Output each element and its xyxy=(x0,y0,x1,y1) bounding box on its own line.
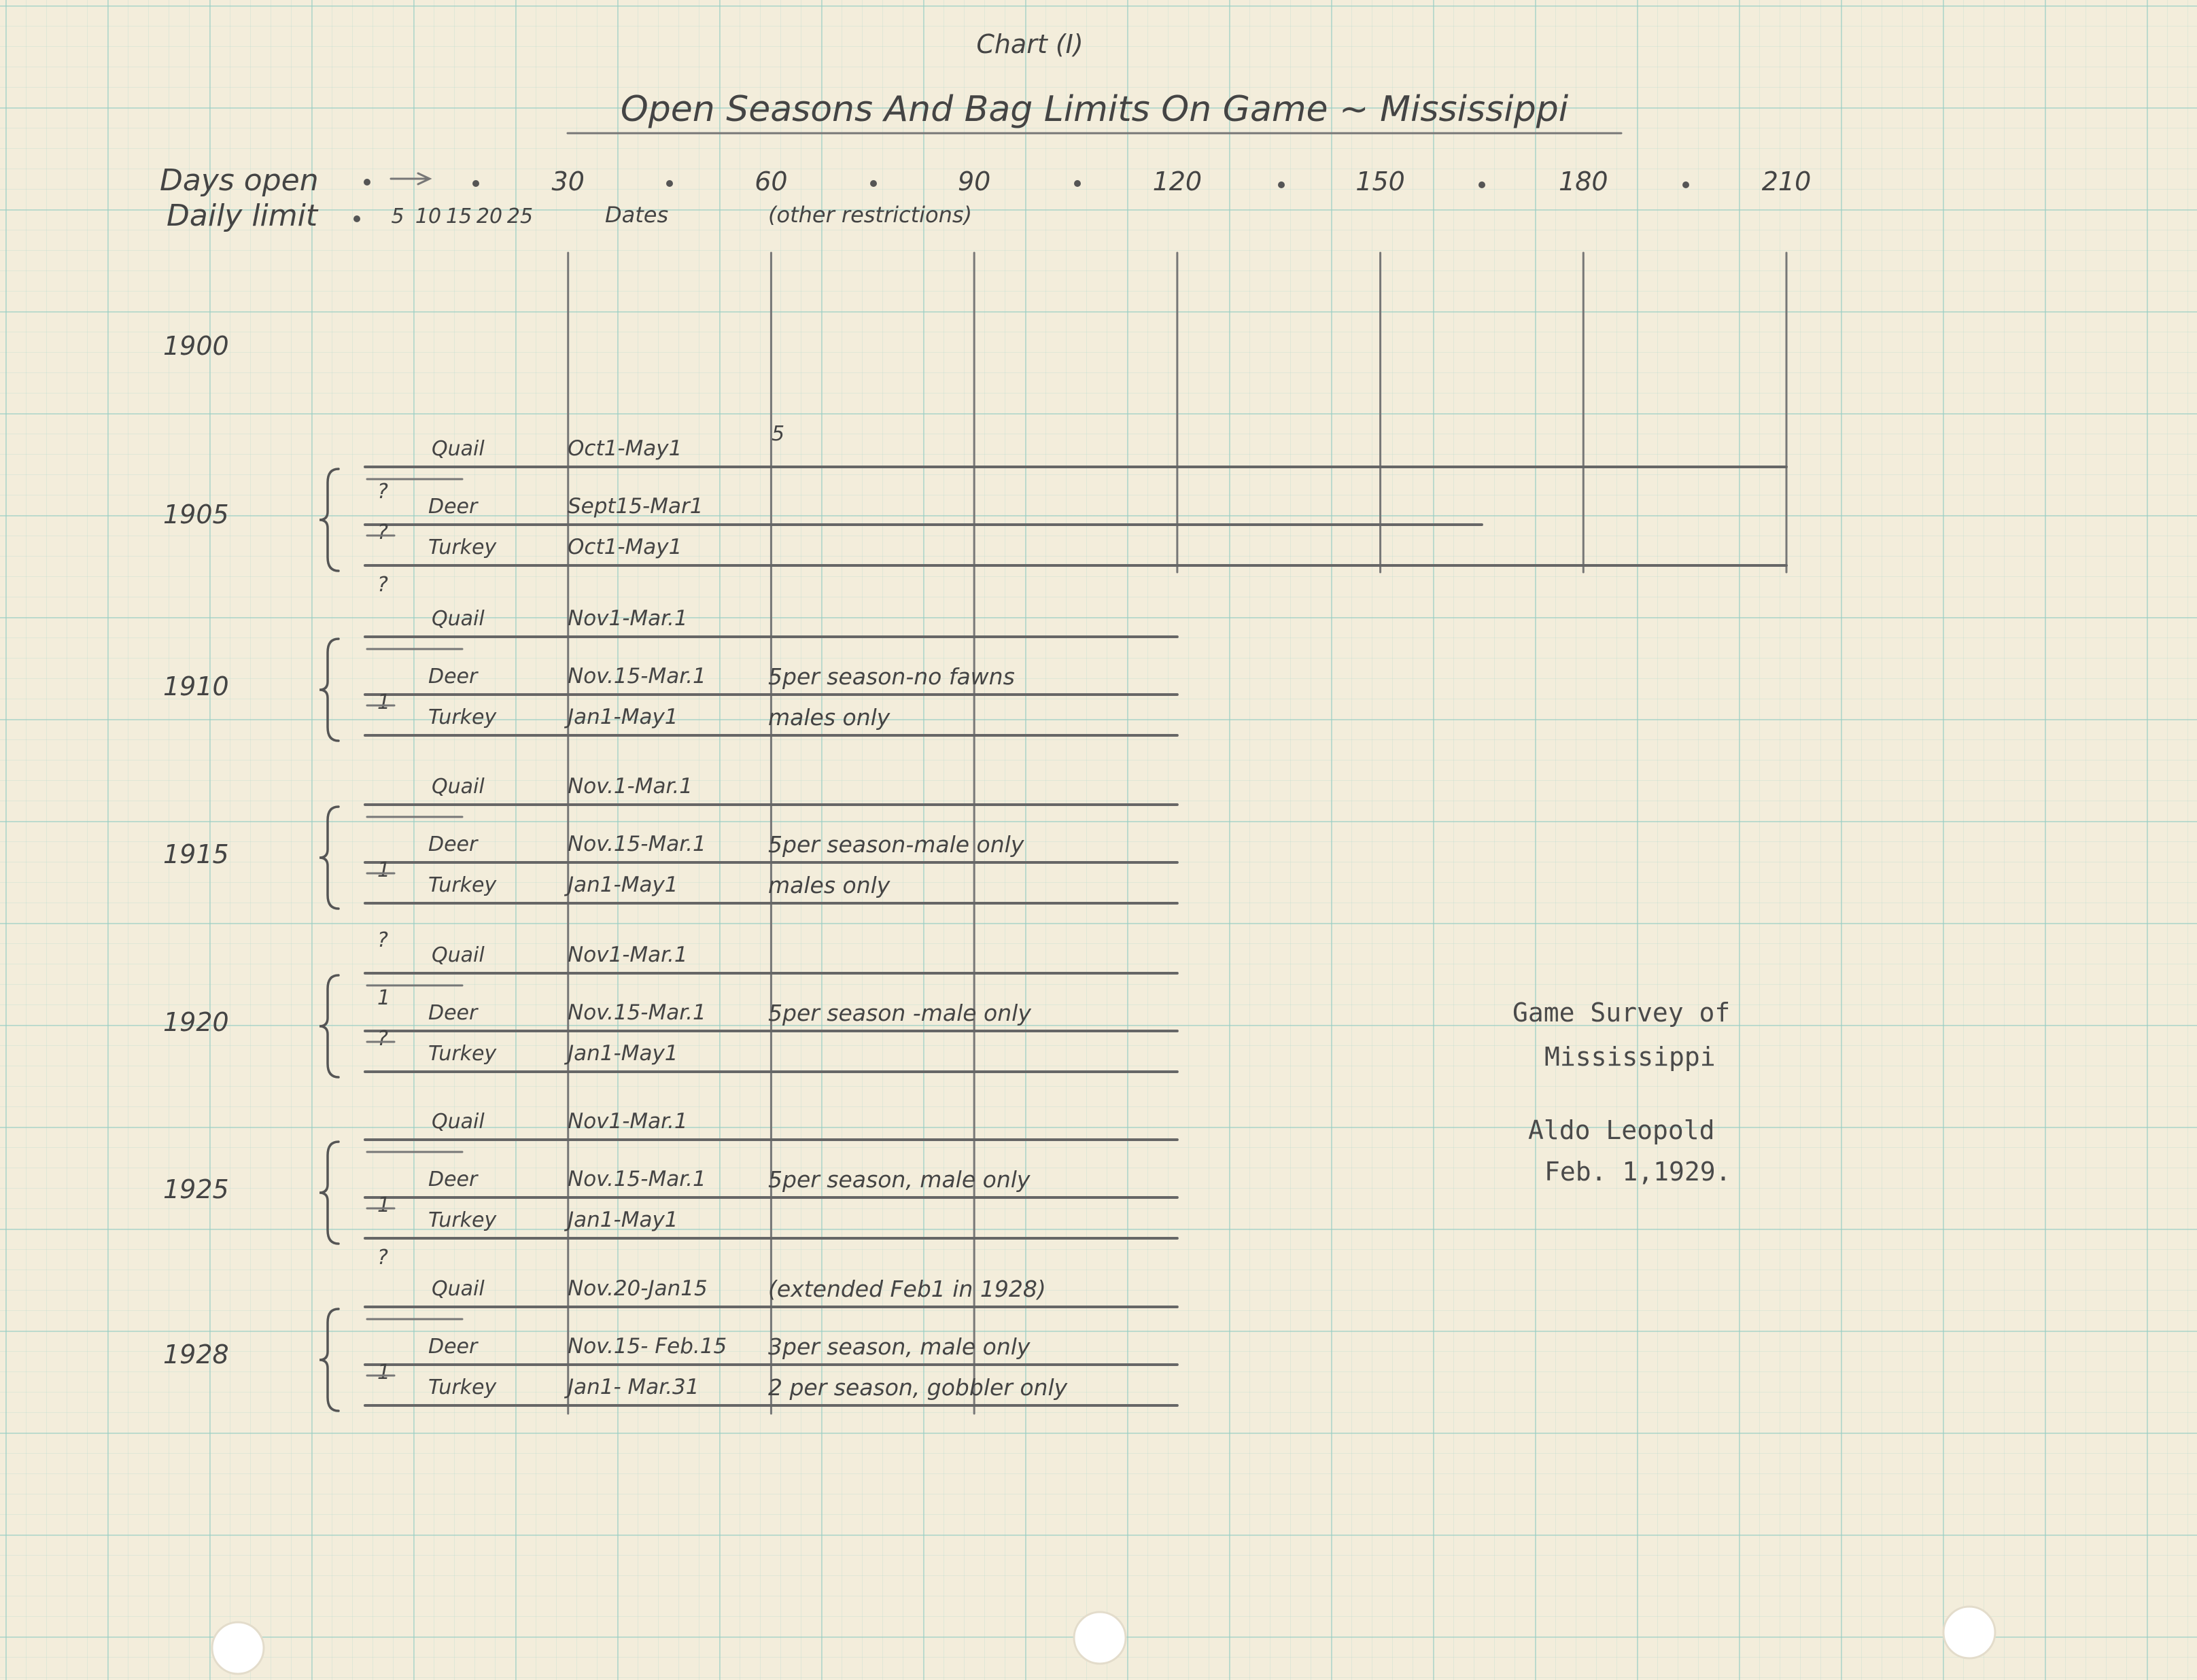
year-brace-1920 xyxy=(319,975,339,1077)
season-restriction: 5per season-no fawns xyxy=(768,663,1015,690)
season-dates: Nov.15-Mar.1 xyxy=(568,832,706,856)
species-label: Deer xyxy=(428,1168,478,1191)
season-dates: Nov.20-Jan15 xyxy=(568,1276,708,1301)
binder-hole-left xyxy=(212,1622,264,1674)
restrictions-column-label: (other restrictions) xyxy=(768,202,973,228)
year-label-1925: 1925 xyxy=(163,1174,229,1204)
daily-limit-mark: ? xyxy=(377,480,388,504)
season-restriction: 5per season, male only xyxy=(768,1166,1031,1193)
year-brace-1910 xyxy=(319,639,339,741)
day-tick-180: 180 xyxy=(1559,167,1608,196)
daily-limit-mark: ? xyxy=(377,521,388,544)
season-restriction: (extended Feb1 in 1928) xyxy=(768,1276,1046,1302)
year-brace-1928 xyxy=(319,1309,339,1411)
year-label-1905: 1905 xyxy=(163,500,229,529)
season-dates: Jan1- Mar.31 xyxy=(568,1375,699,1399)
year-label-1900: 1900 xyxy=(163,331,229,361)
daily-limit-tick-15: 15 xyxy=(445,205,472,228)
season-dates: Jan1-May1 xyxy=(568,873,678,897)
season-dates: Nov.15-Mar.1 xyxy=(568,664,706,688)
daily-limit-ticks xyxy=(391,205,533,228)
season-dates: Jan1-May1 xyxy=(568,1041,678,1066)
daily-limit-mark: 1 xyxy=(377,1193,391,1217)
day-tick-90: 90 xyxy=(957,167,991,196)
species-label: Turkey xyxy=(428,1376,497,1399)
annotation-line-2: Mississippi xyxy=(1544,1042,1716,1072)
daily-limit-tick-5: 5 xyxy=(391,205,404,228)
season-dates: Oct1-May1 xyxy=(568,436,682,461)
season-dates: Sept15-Mar1 xyxy=(568,494,704,519)
season-dates: Nov1-Mar.1 xyxy=(568,606,688,631)
species-label: Quail xyxy=(432,943,485,967)
daily-limit-mark: 1 xyxy=(377,1361,391,1384)
day-tick-150: 150 xyxy=(1355,167,1405,196)
daily-limit-label: Daily limit xyxy=(167,198,318,233)
species-label: Turkey xyxy=(428,873,497,897)
daily-limit-mark: ? xyxy=(377,1027,388,1051)
season-restriction: 5per season-male only xyxy=(768,831,1024,858)
season-row xyxy=(365,521,1786,565)
year-group-1915 xyxy=(163,774,1177,909)
season-row xyxy=(365,480,1482,525)
trailing-mark: ? xyxy=(377,573,388,597)
species-label: Quail xyxy=(432,437,485,461)
species-label: Deer xyxy=(428,833,478,856)
season-dates: Nov1-Mar.1 xyxy=(568,1109,688,1134)
season-dates: Nov.15-Mar.1 xyxy=(568,1000,706,1025)
year-group-1900 xyxy=(163,331,229,361)
daily-limit-mark: 1 xyxy=(377,986,391,1010)
header-arrow xyxy=(391,173,430,184)
species-label: Quail xyxy=(432,1110,485,1134)
season-row xyxy=(365,422,1786,467)
species-label: Deer xyxy=(428,1001,478,1025)
daily-limit-mark: 1 xyxy=(377,690,391,714)
species-label: Deer xyxy=(428,1335,478,1359)
year-label-1910: 1910 xyxy=(163,671,229,701)
year-group-1910 xyxy=(163,606,1177,741)
year-brace-1925 xyxy=(319,1142,339,1244)
daily-limit-mark: 1 xyxy=(377,858,391,882)
species-label: Turkey xyxy=(428,1208,497,1232)
daily-limit-mark: ? xyxy=(377,928,388,952)
daily-limit-mark: 5 xyxy=(772,422,785,446)
season-restriction: males only xyxy=(768,872,890,898)
annotation-line-3: Aldo Leopold xyxy=(1528,1115,1715,1145)
trailing-mark: ? xyxy=(377,1246,388,1270)
season-dates: Nov.15-Mar.1 xyxy=(568,1167,706,1191)
season-dates: Nov1-Mar.1 xyxy=(568,943,688,967)
day-tick-120: 120 xyxy=(1152,167,1203,196)
day-axis-ticks xyxy=(552,167,1812,196)
year-brace-1905 xyxy=(319,469,339,571)
day-tick-60: 60 xyxy=(755,167,788,196)
species-label: Turkey xyxy=(428,536,497,559)
season-restriction: 5per season -male only xyxy=(768,1000,1031,1026)
season-restriction: 2 per season, gobbler only xyxy=(768,1374,1068,1401)
species-label: Turkey xyxy=(428,705,497,729)
days-open-label: Days open xyxy=(160,163,319,198)
season-dates: Nov.1-Mar.1 xyxy=(568,774,693,799)
day-tick-210: 210 xyxy=(1761,167,1812,196)
annotation-line-4: Feb. 1,1929. xyxy=(1544,1157,1731,1187)
species-label: Deer xyxy=(428,495,478,519)
species-label: Quail xyxy=(432,1277,485,1301)
species-label: Deer xyxy=(428,665,478,688)
daily-limit-tick-10: 10 xyxy=(415,205,442,228)
year-label-1920: 1920 xyxy=(163,1007,229,1037)
day-tick-30: 30 xyxy=(551,167,585,196)
season-restriction: males only xyxy=(768,704,890,731)
season-dates: Nov.15- Feb.15 xyxy=(568,1334,727,1359)
season-dates: Jan1-May1 xyxy=(568,1208,678,1232)
year-label-1915: 1915 xyxy=(163,839,229,869)
year-brace-1915 xyxy=(319,807,339,909)
species-label: Quail xyxy=(432,775,485,799)
year-group-1920 xyxy=(163,928,1177,1077)
daily-limit-tick-20: 20 xyxy=(476,205,503,228)
species-label: Turkey xyxy=(428,1042,497,1066)
year-group-1925 xyxy=(163,1109,1177,1270)
daily-limit-tick-25: 25 xyxy=(506,205,534,228)
species-label: Quail xyxy=(432,607,485,631)
binder-hole-center xyxy=(1074,1612,1126,1664)
year-label-1928: 1928 xyxy=(163,1340,229,1369)
dates-column-label: Dates xyxy=(605,202,669,228)
season-dates: Oct1-May1 xyxy=(568,535,682,559)
binder-hole-right xyxy=(1943,1607,1995,1658)
chart-title: Open Seasons And Bag Limits On Game ~ Mississippi xyxy=(620,89,1569,130)
annotation-line-1: Game Survey of xyxy=(1512,998,1731,1028)
season-dates: Jan1-May1 xyxy=(568,705,678,729)
year-group-1928 xyxy=(163,1276,1177,1411)
chart-number-label: Chart (I) xyxy=(976,29,1084,59)
season-restriction: 3per season, male only xyxy=(768,1333,1031,1360)
